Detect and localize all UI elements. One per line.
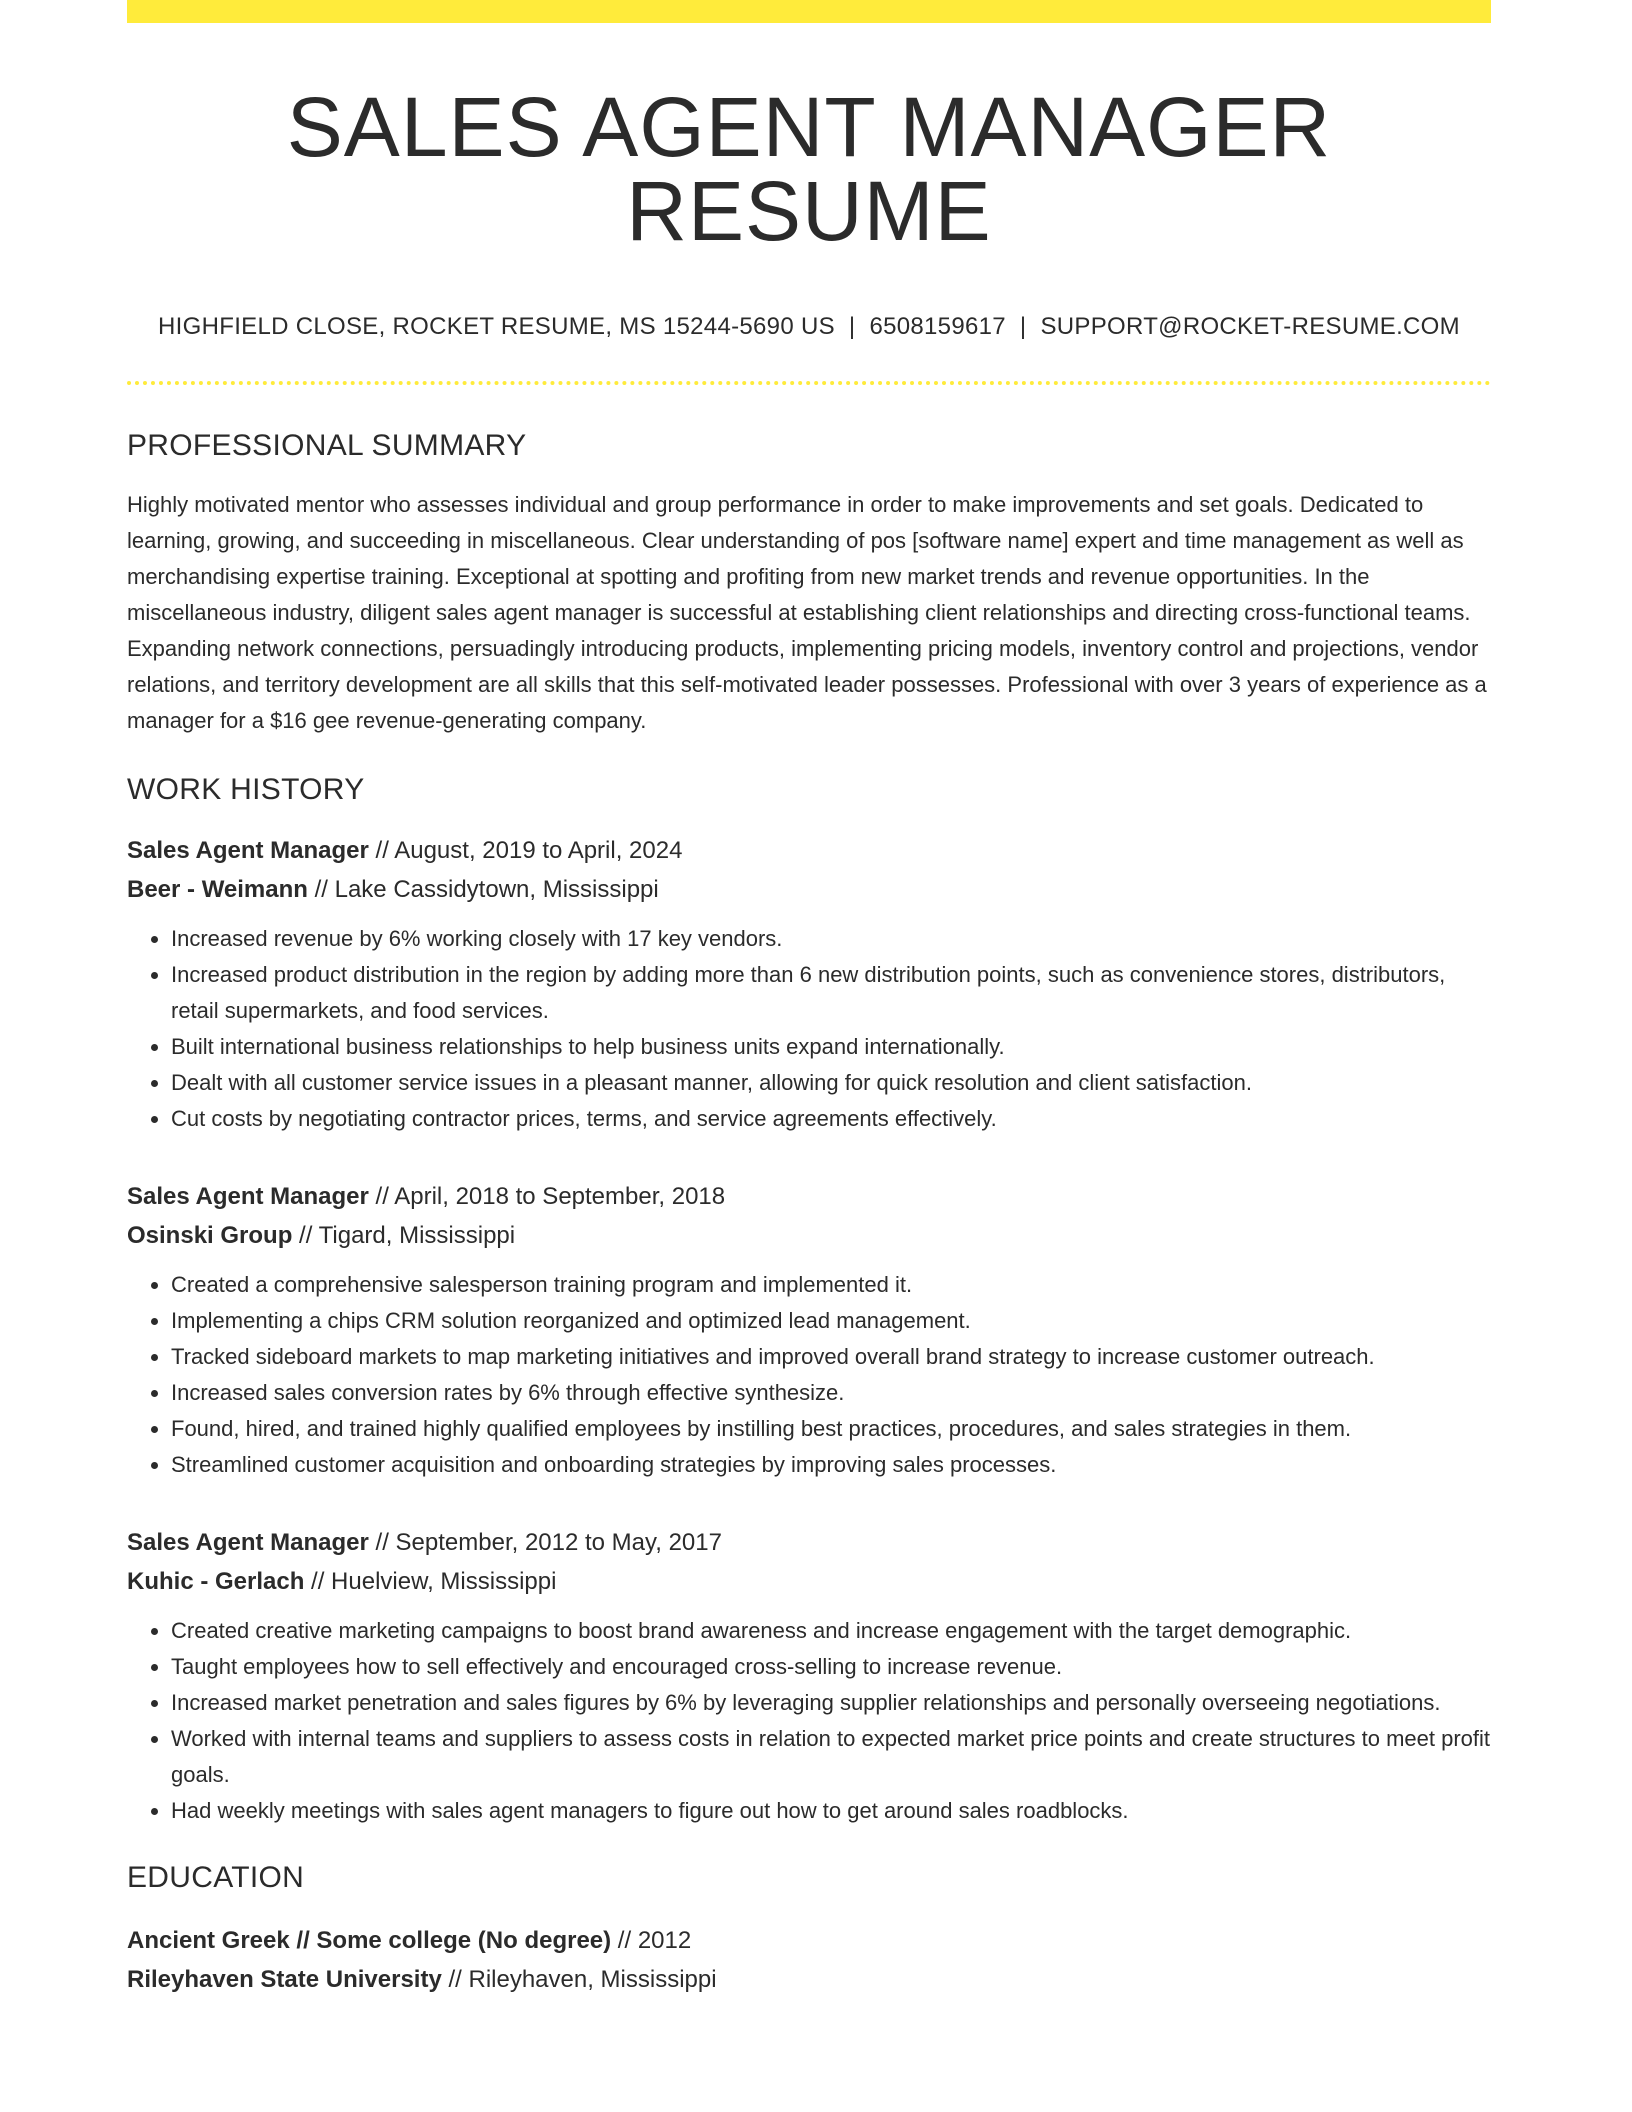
job-bullet: • Increased revenue by 6% working closely with 17 key vendors. [171,921,1491,957]
contact-email[interactable]: SUPPORT@ROCKET-RESUME.COM [1040,313,1460,340]
job-bullet: • Streamlined customer acquisition and onboarding strategies by improving sales processes. [171,1447,1491,1483]
job-dates: August, 2019 to April, 2024 [394,837,683,864]
job-sep: // [368,1183,395,1210]
resume-title: SALES AGENT MANAGER RESUME [286,80,1332,258]
job-title-line [127,1523,1491,1562]
job-bullet: • Tracked sideboard markets to map marketing initiatives and improved overall brand strategy to increase customer outreach. [171,1339,1491,1375]
job-entry [127,831,1491,1137]
section-heading-work: WORK HISTORY [127,773,365,806]
job-company: Beer - Weimann [127,876,308,903]
job-title-line [127,831,1491,870]
job-location: Tigard, Mississippi [318,1222,516,1249]
contact-separator: | [848,313,856,340]
job-bullet: • Increased sales conversion rates by 6% through effective synthesize. [171,1375,1491,1411]
job-bullets [127,1267,1491,1483]
job-company: Kuhic - Gerlach [127,1568,305,1595]
job-bullet: • Worked with internal teams and suppliers to assess costs in relation to expected market price points and create structures to meet profit goals. [171,1721,1491,1793]
work-history-section [127,773,1491,1829]
education-section [127,1861,1491,1999]
job-title: Sales Agent Manager [127,1529,369,1556]
section-heading-summary: PROFESSIONAL SUMMARY [127,429,527,462]
job-company-line [127,1562,1491,1601]
job-sep: // [368,1529,396,1556]
education-degree-line [127,1921,1491,1960]
job-bullets [127,1613,1491,1829]
job-dates: April, 2018 to September, 2018 [394,1183,726,1210]
job-company-line [127,1216,1491,1255]
job-sep: // [292,1222,319,1249]
job-title: Sales Agent Manager [127,1183,369,1210]
job-entry [127,1523,1491,1829]
education-entry [127,1921,1491,1999]
job-location: Lake Cassidytown, Mississippi [334,876,659,903]
resume-page [127,0,1491,1999]
job-bullet: • Implementing a chips CRM solution reorganized and optimized lead management. [171,1303,1491,1339]
job-title: Sales Agent Manager [127,837,369,864]
job-company: Osinski Group [127,1222,293,1249]
section-heading-education: EDUCATION [127,1861,305,1894]
accent-top-bar [127,0,1491,23]
education-degree: Ancient Greek // Some college (No degree) [127,1927,612,1954]
job-bullet: • Increased product distribution in the region by adding more than 6 new distribution points, such as convenience stores, distributors, retail supermarkets, and food services. [171,957,1491,1029]
education-year: 2012 [637,1927,692,1954]
job-list [127,831,1491,1829]
contact-phone: 6508159617 [869,313,1006,340]
job-entry [127,1177,1491,1483]
job-dates: September, 2012 to May, 2017 [395,1529,722,1556]
job-bullets [127,921,1491,1137]
job-bullet: • Built international business relationships to help business units expand internationally. [171,1029,1491,1065]
job-sep: // [304,1568,332,1595]
job-sep: // [368,837,395,864]
job-location: Huelview, Mississippi [331,1568,557,1595]
contact-address: HIGHFIELD CLOSE, ROCKET RESUME, MS 15244-5690 US [158,313,835,340]
education-location: Rileyhaven, Mississippi [468,1966,717,1993]
job-title-line [127,1177,1491,1216]
job-bullet: • Found, hired, and trained highly qualified employees by instilling best practices, procedures, and sales strategies in them. [171,1411,1491,1447]
job-bullet: • Had weekly meetings with sales agent managers to figure out how to get around sales roadblocks. [171,1793,1491,1829]
job-bullet: • Dealt with all customer service issues in a pleasant manner, allowing for quick resolution and client satisfaction. [171,1065,1491,1101]
education-school: Rileyhaven State University [127,1966,442,1993]
job-bullet: • Increased market penetration and sales figures by 6% by leveraging supplier relationships and personally overseeing negotiations. [171,1685,1491,1721]
education-school-line [127,1960,1491,1999]
job-sep: // [307,876,335,903]
job-company-line [127,870,1491,909]
contact-separator: | [1019,313,1027,340]
job-bullet: • Created a comprehensive salesperson training program and implemented it. [171,1267,1491,1303]
contact-line [127,313,1491,341]
job-bullet: • Created creative marketing campaigns to boost brand awareness and increase engagement with the target demographic. [171,1613,1491,1649]
education-sep: // [611,1927,638,1954]
dotted-divider [127,381,1491,385]
summary-text: Highly motivated mentor who assesses individual and group performance in order to make improvements and set goals. Dedicated to learning, growing, and succeeding in miscellaneous. Clear understanding of pos [software name] expert and time management as well as merchandising expertise training. Exceptional at spotting and profiting from new market trends and revenue opportunities. In the miscellaneous industry, diligent sales agent manager is successful at establishing client relationships and directing cross-functional teams. Expanding network connections, persuadingly introducing products, implementing pricing models, inventory control and projections, vendor relations, and territory development are all skills that this self-motivated leader possesses. Professional with over 3 years of experience as a manager for a $16 gee revenue-generating company. [127,492,1487,733]
job-bullet: • Taught employees how to sell effectively and encouraged cross-selling to increase revenue. [171,1649,1491,1685]
professional-summary-section [127,429,1491,739]
education-sep: // [441,1966,469,1993]
job-bullet: • Cut costs by negotiating contractor prices, terms, and service agreements effectively. [171,1101,1491,1137]
